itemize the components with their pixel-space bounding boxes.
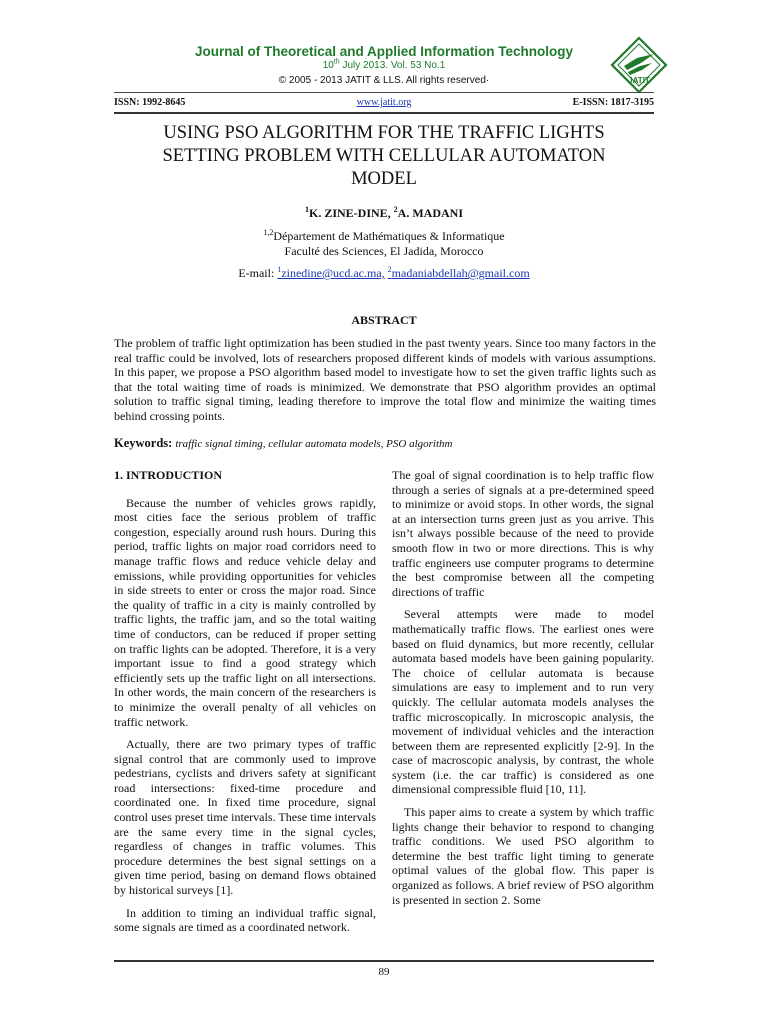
- keywords: Keywords: traffic signal timing, cellular automata models, PSO algorithm: [114, 436, 453, 450]
- jatit-logo: [610, 36, 668, 94]
- header-rule-top: [114, 92, 654, 93]
- left-column: [114, 468, 376, 943]
- abstract-text: The problem of traffic light optimization has been studied in the past twenty years. Since too many factors in the real traffic could be involved, lots of researchers proposed different kinds of models with various assumptions. In this paper, we propose a PSO algorithm based model to investigate how to set the given traffic lights such as that the total waiting time of roads is minimized. We demonstrate that PSO algorithm provides an optimal solution to traffic signal timing, leading therefore to improve the total flow and minimize the waiting times behind crossing points.: [114, 336, 656, 423]
- email-link-1[interactable]: $^1$zinedine@ucd.ac.ma,: [277, 265, 385, 280]
- affiliation: $^{1,2}$Département de Mathématiques & Informatique Faculté des Sciences, El Jadida, Morocco: [263, 228, 505, 258]
- website-link[interactable]: www.jatit.org: [356, 97, 412, 108]
- page-number: 89: [378, 966, 390, 978]
- header-rule-bottom: [114, 112, 654, 114]
- paragraph: Because the number of vehicles grows rapidly, most cities face the serious problem of traffic congestion, especially around rush hours. During this period, traffic lights on major road corridors need to manage traffic flows and reduce vehicle delay and emissions, while providing opportunities for vehicles in side streets to enter or cross the major road. Since the quality of traffic in a city is mainly controlled by traffic lights, the traffic jam, and so the total waiting time of conductors, can be reduced if proper setting on traffic lights can be adopted. Therefore, it is a very important issue to find a good strategy which efficiently sets up the traffic light on all intersections. In other words, the main concern of the researchers is to minimize the overall penalty of all vehicles on traffic network.: [114, 495, 376, 729]
- copyright: © 2005 - 2013 JATIT & LLS. All rights reserved·: [278, 75, 490, 86]
- right-column: [392, 468, 654, 915]
- email-link-2[interactable]: $^2$madaniabdellah@gmail.com: [387, 265, 530, 280]
- authors: $^1$K. ZINE-DINE, $^2$A. MADANI: [304, 205, 463, 220]
- paragraph: This paper aims to create a system by which traffic lights change their behavior to respond to changing traffic conditions. We used PSO algorithm to determine the best traffic light timing to generate optimal values of the global flow. This paper is organized as follows. A brief review of PSO algorithm is presented in section 2. Some: [392, 805, 654, 907]
- section-heading: 1. INTRODUCTION: [114, 468, 223, 482]
- paragraph: In addition to timing an individual traffic signal, some signals are timed as a coordinated network.: [114, 905, 376, 935]
- abstract-heading: ABSTRACT: [351, 313, 417, 327]
- issue-info: 10th July 2013. Vol. 53 No.1: [322, 58, 446, 71]
- footer-rule: [114, 960, 654, 962]
- journal-title: Journal of Theoretical and Applied Information Technology: [194, 44, 574, 59]
- paragraph: Actually, there are two primary types of traffic signal control that are commonly used to improve pedestrians, cyclists and drivers safety at significant road intersections: fixed-time procedure and coordinated one. In fixed time procedure, signal control uses preset time intervals. These time intervals are the same every time in the signal cycles, regardless of changes in traffic volumes. This procedure determines the best signal settings on a given time period, basing on demand flows obtained by historical surveys [1].: [114, 737, 376, 898]
- paper-title: USING PSO ALGORITHM FOR THE TRAFFIC LIGHTS SETTING PROBLEM WITH CELLULAR AUTOMATON MODEL: [162, 123, 606, 189]
- paragraph: Several attempts were made to model mathematically traffic flows. The earliest ones were based on fluid dynamics, but more recently, cellular automata based models have been gaining popularity. The choice of cellular automata is because simulations are easy to implement and to run very quickly. The cellular automata models analyses the traffic microscopically. In microscopic analysis, the movement of individual vehicles and the interaction between them are represented explicitly [2-9]. In the case of macroscopic analysis, by contrast, the whole system (i.e. the car traffic) is considered as one dimensional compressible fluid [10, 11].: [392, 607, 654, 797]
- paragraph: The goal of signal coordination is to help traffic flow through a series of signals at a pre-determined speed to minimize or avoid stops. In other words, the signal at an intersection turns green just as you arrive. This isn’t always possible because of the need to provide smooth flow in two or more directions. This is why traffic engineers use computer programs to determine the best compromise between all the competing directions of traffic: [392, 468, 654, 599]
- eissn: E-ISSN: 1817-3195: [572, 97, 654, 108]
- logo-text: JATIT: [628, 76, 650, 85]
- issn: ISSN: 1992-8645: [114, 97, 186, 108]
- email-line: E-mail: $^1$zinedine@ucd.ac.ma, $^2$madaniabdellah@gmail.com: [238, 265, 530, 280]
